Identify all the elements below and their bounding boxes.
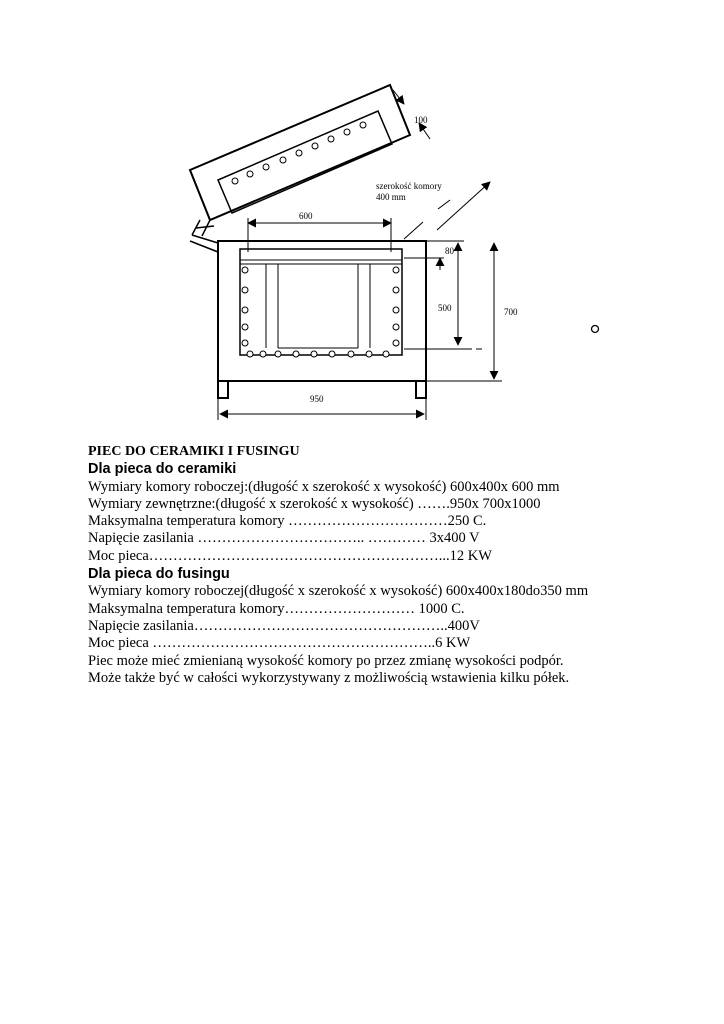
ceramics-line: Wymiary zewnętrzne:(długość x szerokość x wysokość) …….950x 700x1000 bbox=[88, 495, 541, 512]
dim-label-lid-thickness: 100 bbox=[414, 115, 428, 125]
fusing-line: Napięcie zasilania……………………………………………..400V bbox=[88, 617, 480, 634]
kiln-diagram bbox=[0, 0, 724, 440]
dim-label-outer-height: 700 bbox=[504, 307, 518, 317]
dim-label-chamber-length: 600 bbox=[299, 211, 313, 221]
fusing-line: Moc pieca …………………………………………………..6 KW bbox=[88, 635, 471, 652]
fusing-heading: Dla pieca do fusingu bbox=[88, 566, 230, 583]
specification-text bbox=[88, 443, 708, 687]
ceramics-line: Wymiary komory roboczej:(długość x szerokość x wysokość) 600x400x 600 mm bbox=[88, 478, 560, 495]
ceramics-heading: Dla pieca do ceramiki bbox=[88, 461, 237, 478]
ceramics-line: Maksymalna temperatura komory ……………………………250 C. bbox=[88, 513, 487, 530]
dim-label-top-gap: 80 bbox=[445, 246, 454, 256]
kiln-body bbox=[218, 241, 426, 398]
fusing-line: Piec może mieć zmienianą wysokość komory po przez zmianę wysokości podpór. bbox=[88, 652, 564, 669]
fusing-line: Wymiary komory roboczej(długość x szerokość x wysokość) 600x400x180do350 mm bbox=[88, 583, 589, 600]
fusing-line: Maksymalna temperatura komory……………………… 1000 C. bbox=[88, 600, 465, 617]
lid-hinge bbox=[190, 220, 218, 252]
stray-circle-mark bbox=[592, 326, 599, 333]
document-title: PIEC DO CERAMIKI I FUSINGU bbox=[88, 444, 300, 459]
fusing-line: Może także być w całości wykorzystywany z możliwością wstawienia kilku półek. bbox=[88, 669, 570, 686]
dim-label-chamber-height: 500 bbox=[438, 303, 452, 313]
dim-label-chamber-width-1: szerokość komory bbox=[376, 181, 442, 191]
ceramics-line: Napięcie zasilania …………………………….. ………… 3x400 V bbox=[88, 530, 480, 547]
dim-label-outer-length: 950 bbox=[310, 394, 324, 404]
ceramics-line: Moc pieca……………………………………………………...12 KW bbox=[88, 547, 492, 564]
dim-label-chamber-width-2: 400 mm bbox=[376, 192, 406, 202]
